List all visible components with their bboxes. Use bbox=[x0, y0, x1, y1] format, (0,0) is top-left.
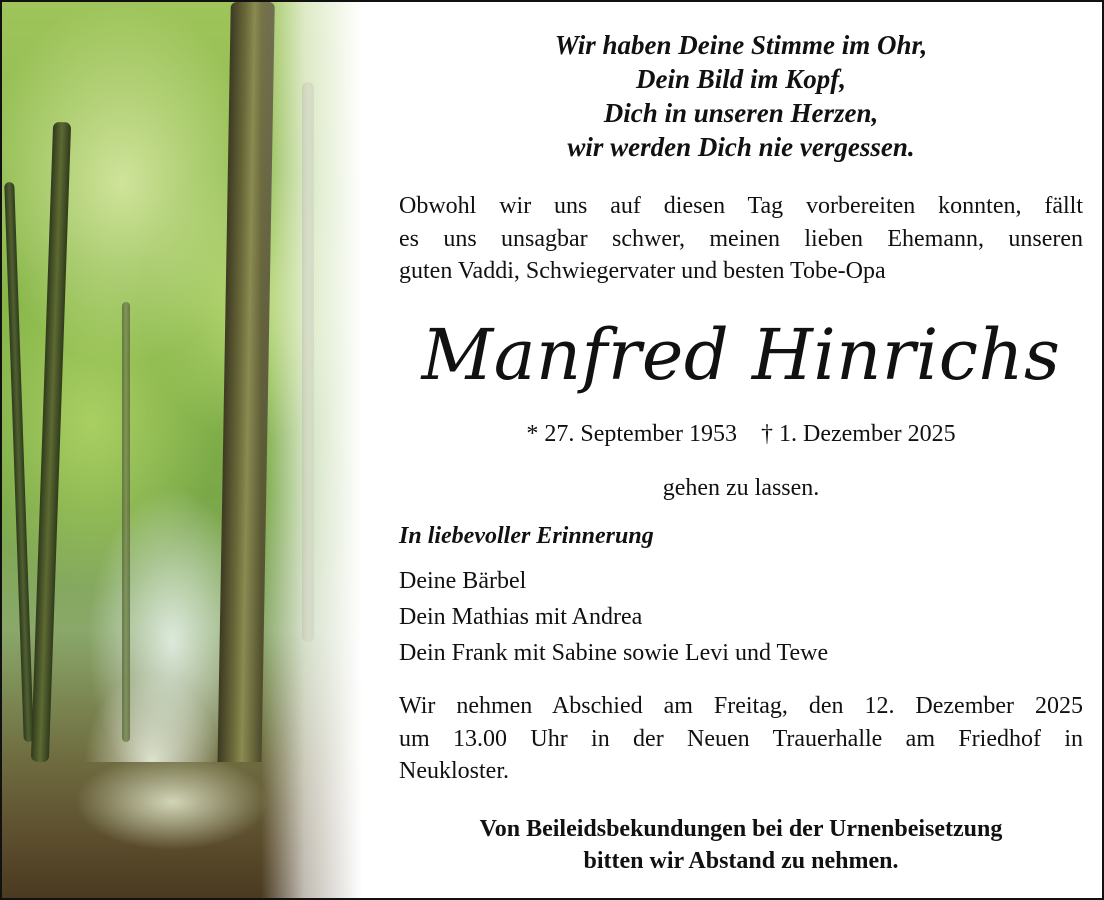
farewell-line: Neukloster. bbox=[399, 758, 509, 784]
family-member: Dein Mathias mit Andrea bbox=[399, 604, 643, 630]
life-dates bbox=[399, 418, 1083, 450]
intro-line: Obwohl wir uns auf diesen Tag vorbereiten konnten, fällt bbox=[399, 193, 1083, 219]
intro-line: es uns unsagbar schwer, meinen lieben Ehemann, unseren bbox=[399, 225, 1083, 252]
photo-fade bbox=[2, 2, 362, 898]
closing-line: bitten wir Abstand zu nehmen. bbox=[583, 848, 899, 874]
closing-note bbox=[399, 813, 1083, 877]
farewell-line: um 13.00 Uhr in der Neuen Trauerhalle am Friedhof in bbox=[399, 725, 1083, 752]
notice-content bbox=[399, 2, 1083, 898]
family-member: Deine Bärbel bbox=[399, 568, 527, 594]
poem-line: wir werden Dich nie vergessen. bbox=[567, 132, 915, 162]
family-member: Dein Frank mit Sabine sowie Levi und Tewe bbox=[399, 640, 829, 666]
memorial-poem bbox=[399, 28, 1083, 164]
release-text: gehen zu lassen. bbox=[662, 475, 820, 501]
farewell-paragraph bbox=[399, 690, 1083, 788]
closing-line: Von Beileidsbekundungen bei der Urnenbeisetzung bbox=[479, 816, 1003, 842]
memory-heading: In liebevoller Erinnerung bbox=[399, 523, 654, 549]
deceased-name: Manfred Hinrichs bbox=[421, 314, 1061, 396]
poem-line: Wir haben Deine Stimme im Ohr, bbox=[554, 30, 928, 60]
intro-line: guten Vaddi, Schwiegervater und besten Tobe-Opa bbox=[399, 258, 886, 284]
farewell-line: Wir nehmen Abschied am Freitag, den 12. Dezember 2025 bbox=[399, 693, 1083, 719]
forest-path-photo bbox=[2, 2, 362, 898]
birth-date: * 27. September 1953 bbox=[526, 421, 738, 447]
poem-line: Dich in unseren Herzen, bbox=[603, 98, 879, 128]
poem-line: Dein Bild im Kopf, bbox=[635, 64, 846, 94]
intro-paragraph bbox=[399, 190, 1083, 288]
family-list bbox=[399, 563, 1083, 671]
death-date: † 1. Dezember 2025 bbox=[761, 421, 956, 447]
